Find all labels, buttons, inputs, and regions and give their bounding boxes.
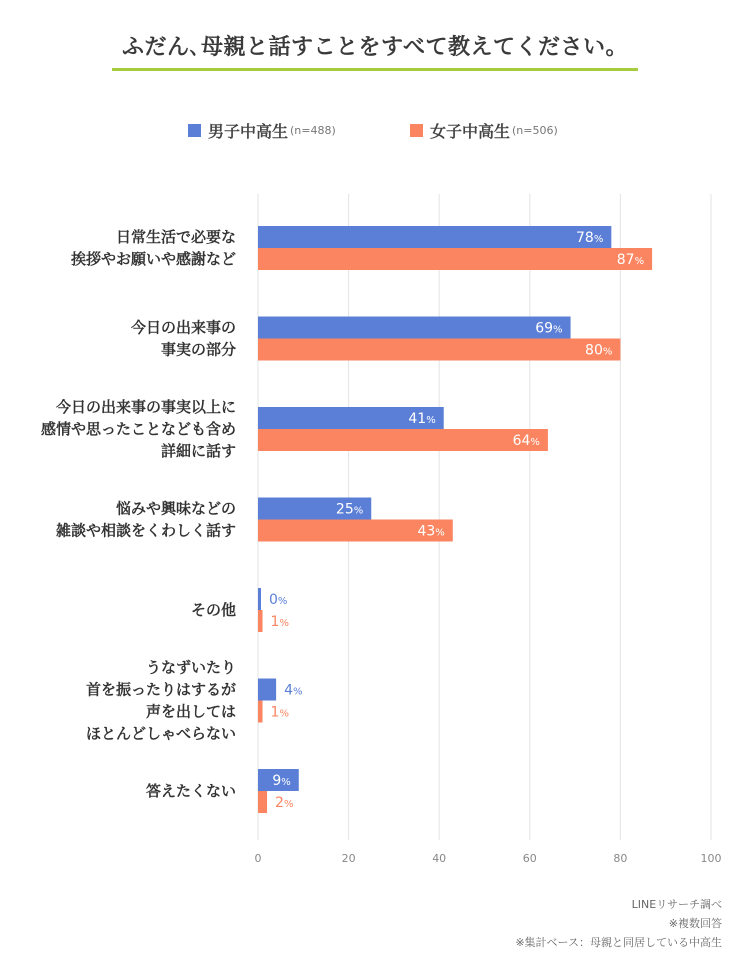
category-label: 答えたくない [145,782,236,800]
bar-boys [258,588,261,610]
category-label: 今日の出来事の事実以上に感情や思ったことなども含め詳細に話す [40,398,236,460]
bar-girls [258,791,267,813]
data-label: 43% [417,523,445,540]
category-label: うなずいたり首を振ったりはするが声を出してはほとんどしゃべらない [85,658,236,743]
bar-girls [258,701,263,723]
legend-label-girls: 女子中高生 [430,122,511,141]
x-tick-label: 0 [254,852,262,865]
data-label: 78% [575,230,604,246]
data-label: 4% [284,682,303,699]
source-note: LINEリサーチ調べ [631,898,722,911]
data-label: 41% [408,411,436,427]
data-label: 80% [585,342,613,359]
data-label: 1% [270,704,289,721]
x-tick-label: 40 [432,852,447,865]
bar-girls [258,248,652,270]
multiple-answer-note: ※複数回答 [668,917,722,930]
category-label: その他 [190,601,236,619]
data-label: 69% [535,320,563,337]
source-notes [515,895,722,952]
x-tick-label: 60 [522,852,537,865]
bar-girls [258,429,548,451]
base-note: ※集計ベース：母親と同居している中高生 [515,936,722,949]
chart-title: ふだん､母親と話すことをすべて教えてください。 [121,35,629,60]
legend-label-boys: 男子中高生 [208,122,289,141]
data-label: 1% [270,614,289,630]
legend-n-boys: (n=488) [290,124,336,137]
data-label: 64% [512,433,540,449]
bar-girls [258,339,620,361]
bar-girls [258,610,263,632]
x-tick-label: 100 [700,852,722,865]
x-tick-label: 80 [613,852,628,865]
bar-boys [258,226,611,248]
bar-boys [258,317,571,339]
category-label: 今日の出来事の事実の部分 [130,318,236,359]
data-label: 2% [275,795,294,811]
data-label: 0% [269,592,288,608]
x-tick-label: 20 [341,852,356,865]
legend-n-girls: (n=506) [512,124,558,137]
data-label: 25% [335,501,364,518]
category-label: 日常生活で必要な挨拶やお願いや感謝など [70,228,236,268]
bar-boys [258,679,276,701]
data-label: 9% [272,773,291,789]
data-label: 87% [616,252,645,268]
category-label: 悩みや興味などの雑談や相談をくわしく話す [55,499,236,540]
